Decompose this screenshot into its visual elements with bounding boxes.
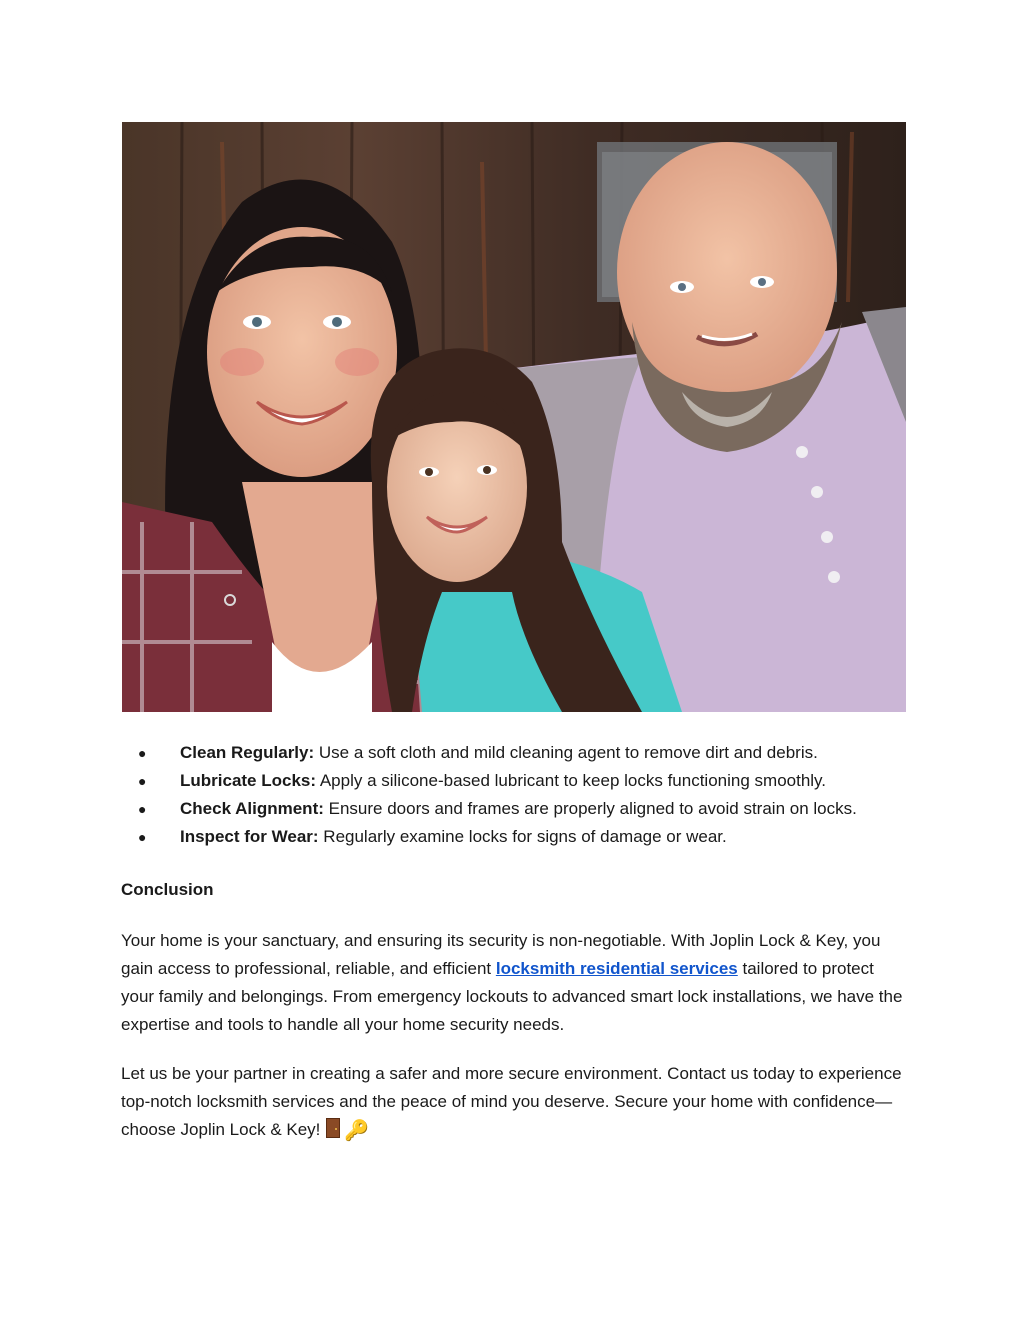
paragraph-text: Your home is your sanctuary, and ensuring its security is non-negotiable. With Joplin Lock & Key, you gain access to professional, reliable, and efficient — [121, 931, 881, 978]
tip-text: Regularly examine locks for signs of damage or wear. — [318, 827, 727, 846]
list-item — [135, 795, 935, 823]
conclusion-paragraph-2 — [121, 1060, 911, 1145]
conclusion-paragraph-1 — [121, 927, 911, 1039]
tip-text: Ensure doors and frames are properly aligned to avoid strain on locks. — [323, 799, 857, 818]
conclusion-heading: Conclusion — [121, 880, 214, 899]
tip-title: Lubricate Locks: — [180, 771, 317, 790]
bullet-icon: ● — [138, 829, 147, 845]
tip-title: Inspect for Wear: — [180, 827, 319, 846]
list-item — [135, 767, 935, 795]
locksmith-residential-services-link[interactable]: locksmith residential services — [495, 959, 738, 978]
maintenance-tips-list — [135, 739, 935, 851]
paragraph-text: Let us be your partner in creating a safer and more secure environment. Contact us today to experience top-notch locksmith services and the peace of mind you deserve. Secure your home with confidence—choose Joplin Lock & Key! — [121, 1064, 902, 1139]
bullet-icon: ● — [138, 745, 147, 761]
key-icon: 🔑 — [344, 1120, 370, 1142]
bullet-icon: ● — [138, 801, 147, 817]
tip-text: Use a soft cloth and mild cleaning agent to remove dirt and debris. — [314, 743, 818, 762]
bullet-icon: ● — [138, 773, 147, 789]
tip-title: Check Alignment: — [180, 799, 324, 818]
paragraph-text: tailored to protect your family and belongings. From emergency lockouts to advanced smart lock installations, we have the expertise and tools to handle all your home security needs. — [121, 959, 903, 1034]
tip-title: Clean Regularly: — [180, 743, 315, 762]
door-icon — [326, 1118, 340, 1138]
list-item — [135, 823, 935, 851]
family-photo — [122, 122, 906, 712]
list-item — [135, 739, 935, 767]
tip-text: Apply a silicone-based lubricant to keep locks functioning smoothly. — [316, 771, 827, 790]
